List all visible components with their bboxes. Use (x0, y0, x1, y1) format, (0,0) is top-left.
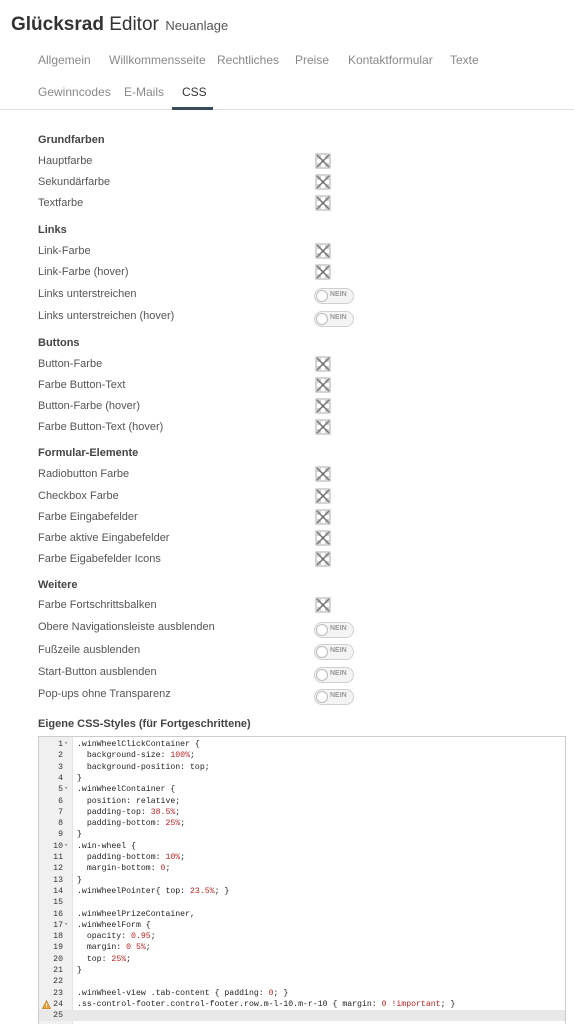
section-title-weitere: Weitere (38, 579, 78, 591)
app-title-bold: Glücksrad (11, 14, 104, 35)
active-tab-indicator (172, 107, 213, 110)
tab-bar (0, 44, 574, 110)
code-text: .winWheelPrizeContainer, (77, 909, 195, 919)
label-button-farbe: Button-Farbe (38, 358, 103, 370)
section-title-buttons: Buttons (38, 337, 80, 349)
line-number: 19 (53, 943, 63, 953)
code-line[interactable] (39, 750, 565, 761)
toggle-knob (316, 669, 328, 681)
fold-toggle-icon[interactable]: ▾ (64, 785, 69, 794)
toggle-state-label: NEIN (330, 625, 347, 632)
color-picker-empty-icon[interactable] (314, 596, 332, 614)
label-popups-ohne-transparenz: Pop-ups ohne Transparenz (38, 688, 171, 700)
toggle-state-label: NEIN (330, 692, 347, 699)
code-text: opacity: 0.95; (77, 932, 156, 942)
code-line[interactable] (39, 909, 565, 920)
code-line[interactable] (39, 954, 565, 965)
line-number: 10 (53, 841, 63, 851)
code-line[interactable] (39, 739, 565, 750)
toggle-state-label: NEIN (330, 670, 347, 677)
code-line[interactable] (39, 773, 565, 784)
section-title-links: Links (38, 224, 67, 236)
tab-preise[interactable]: Preise (295, 53, 330, 67)
label-farbe-eingabefelder-icons: Farbe Eigabefelder Icons (38, 553, 161, 565)
color-picker-empty-icon[interactable] (314, 242, 332, 260)
color-picker-empty-icon[interactable] (314, 487, 332, 505)
line-number: 17 (53, 920, 63, 930)
color-picker-empty-icon[interactable] (314, 508, 332, 526)
code-line[interactable] (39, 942, 565, 953)
toggle-knob (316, 290, 328, 302)
code-text: .win-wheel { (77, 841, 136, 851)
line-number: 13 (53, 875, 63, 885)
code-text: padding-top: 38.5%; (77, 807, 181, 817)
line-number: 1 (58, 740, 63, 749)
code-line[interactable] (39, 818, 565, 829)
label-link-farbe-hover: Link-Farbe (hover) (38, 266, 129, 278)
label-link-farbe: Link-Farbe (38, 245, 91, 257)
line-number: 23 (53, 988, 63, 998)
code-line[interactable] (39, 965, 565, 976)
line-number: 4 (58, 773, 63, 783)
toggle-links-unterstreichen-hover[interactable] (314, 311, 354, 327)
code-text: .winWheel-view .tab-content { padding: 0; } (77, 988, 289, 998)
tab-allgemein[interactable]: Allgemein (38, 53, 91, 67)
color-picker-empty-icon[interactable] (314, 263, 332, 281)
code-text: margin: 0 5%; (77, 943, 151, 953)
tab-gewinncodes[interactable]: Gewinncodes (38, 85, 111, 99)
toggle-state-label: NEIN (330, 291, 347, 298)
toggle-knob (316, 313, 328, 325)
label-farbe-fortschrittsbalken: Farbe Fortschrittsbalken (38, 599, 157, 611)
code-text: top: 25%; (77, 954, 132, 964)
line-number: 21 (53, 966, 63, 975)
label-farbe-eingabefelder: Farbe Eingabefelder (38, 511, 138, 523)
toggle-state-label: NEIN (330, 314, 347, 321)
code-line[interactable] (39, 829, 565, 840)
line-number: 20 (53, 954, 63, 964)
code-text: background-position: top; (77, 762, 210, 772)
line-number: 24 (53, 999, 63, 1009)
color-picker-empty-icon[interactable] (314, 465, 332, 483)
toggle-state-label: NEIN (330, 647, 347, 654)
line-number: 11 (53, 853, 63, 862)
label-farbe-aktive-eingabefelder: Farbe aktive Eingabefelder (38, 532, 170, 544)
color-picker-empty-icon[interactable] (314, 376, 332, 394)
toggle-knob (316, 646, 328, 658)
tab-kontaktformular[interactable]: Kontaktformular (348, 53, 433, 67)
toggle-obere-navigationsleiste[interactable] (314, 622, 354, 638)
code-text: .winWheelPointer{ top: 23.5%; } (77, 886, 230, 896)
line-number: 15 (53, 898, 63, 908)
color-picker-empty-icon[interactable] (314, 418, 332, 436)
code-text: } (77, 830, 82, 840)
code-line[interactable] (39, 1010, 565, 1021)
color-picker-empty-icon[interactable] (314, 194, 332, 212)
label-hauptfarbe: Hauptfarbe (38, 155, 93, 167)
label-links-unterstreichen: Links unterstreichen (38, 288, 137, 300)
code-text: .winWheelContainer { (77, 785, 176, 795)
toggle-popups-ohne-transparenz[interactable] (314, 689, 354, 705)
app-title-light: Editor (109, 14, 159, 35)
code-text: .ss-control-footer.control-footer.row.m-l-10.m-r-10 { margin: 0 !important; } (77, 999, 456, 1009)
label-radiobutton-farbe: Radiobutton Farbe (38, 468, 130, 480)
line-number: 8 (58, 819, 63, 829)
code-line[interactable] (39, 762, 565, 773)
code-line[interactable] (39, 852, 565, 863)
code-line[interactable] (39, 784, 565, 795)
code-text: } (77, 875, 82, 885)
label-start-button-ausblenden: Start-Button ausblenden (38, 666, 157, 678)
code-text: margin-bottom: 0; (77, 864, 171, 874)
code-line[interactable] (39, 796, 565, 807)
toggle-start-button-ausblenden[interactable] (314, 667, 354, 683)
line-number: 3 (58, 762, 63, 772)
label-fusszeile-ausblenden: Fußzeile ausblenden (38, 644, 141, 656)
page-subtitle: Neuanlage (165, 18, 229, 33)
code-line[interactable] (39, 976, 565, 987)
label-obere-navigationsleiste: Obere Navigationsleiste ausblenden (38, 621, 215, 633)
line-number: 9 (58, 830, 63, 840)
line-number: 6 (58, 796, 63, 806)
label-links-unterstreichen-hover: Links unterstreichen (hover) (38, 310, 175, 322)
line-number: 18 (53, 932, 63, 942)
line-number: 2 (58, 751, 63, 761)
code-text: } (77, 773, 82, 783)
app-title (11, 14, 159, 35)
label-button-farbe-hover: Button-Farbe (hover) (38, 400, 141, 412)
code-line[interactable] (39, 863, 565, 874)
label-farbe-button-text: Farbe Button-Text (38, 379, 126, 391)
tab-willkommensseite[interactable]: Willkommensseite (109, 53, 206, 67)
fold-toggle-icon[interactable]: ▾ (64, 920, 69, 929)
code-line[interactable] (39, 897, 565, 908)
label-farbe-button-text-hover: Farbe Button-Text (hover) (38, 421, 164, 433)
page-header (11, 14, 228, 36)
line-number: 5 (58, 785, 63, 795)
code-text: padding-bottom: 10%; (77, 853, 186, 862)
line-number: 25 (53, 1011, 63, 1021)
code-line[interactable] (39, 841, 565, 852)
label-textfarbe: Textfarbe (38, 197, 84, 209)
code-text: position: relative; (77, 796, 181, 806)
line-number: 22 (53, 977, 63, 987)
code-line[interactable] (39, 988, 565, 999)
code-line[interactable] (39, 920, 565, 931)
toggle-knob (316, 691, 328, 703)
code-text: } (77, 966, 82, 975)
tab-emails[interactable]: E-Mails (124, 85, 165, 99)
code-line[interactable] (39, 886, 565, 897)
color-picker-empty-icon[interactable] (314, 173, 332, 191)
color-picker-empty-icon[interactable] (314, 397, 332, 415)
color-picker-empty-icon[interactable] (314, 529, 332, 547)
code-line[interactable] (39, 807, 565, 818)
color-picker-empty-icon[interactable] (314, 550, 332, 568)
css-editor-title: Eigene CSS-Styles (für Fortgeschrittene) (38, 718, 251, 730)
css-code-editor[interactable] (38, 736, 566, 1024)
line-number: 7 (58, 807, 63, 817)
line-number: 16 (53, 909, 63, 919)
code-text: .winWheelForm { (77, 920, 151, 930)
code-text: background-size: 100%; (77, 751, 195, 761)
code-line[interactable] (39, 875, 565, 886)
code-text: padding-bottom: 25%; (77, 819, 186, 829)
toggle-links-unterstreichen[interactable] (314, 288, 354, 304)
line-number: 12 (53, 864, 63, 874)
toggle-fusszeile-ausblenden[interactable] (314, 644, 354, 660)
code-text: .winWheelClickContainer { (77, 740, 200, 749)
code-line[interactable] (39, 999, 565, 1010)
fold-toggle-icon[interactable]: ▾ (64, 841, 69, 850)
tab-rechtliches[interactable]: Rechtliches (217, 53, 280, 67)
toggle-knob (316, 624, 328, 636)
code-line[interactable] (39, 931, 565, 942)
section-title-formular-elemente: Formular-Elemente (38, 447, 139, 459)
section-title-grundfarben: Grundfarben (38, 134, 105, 146)
tab-css[interactable]: CSS (182, 85, 207, 99)
tab-texte[interactable]: Texte (450, 53, 479, 67)
color-picker-empty-icon[interactable] (314, 152, 332, 170)
label-sekundaerfarbe: Sekundärfarbe (38, 176, 111, 188)
label-checkbox-farbe: Checkbox Farbe (38, 490, 119, 502)
color-picker-empty-icon[interactable] (314, 355, 332, 373)
fold-toggle-icon[interactable]: ▾ (64, 740, 69, 748)
line-number: 14 (53, 886, 63, 896)
